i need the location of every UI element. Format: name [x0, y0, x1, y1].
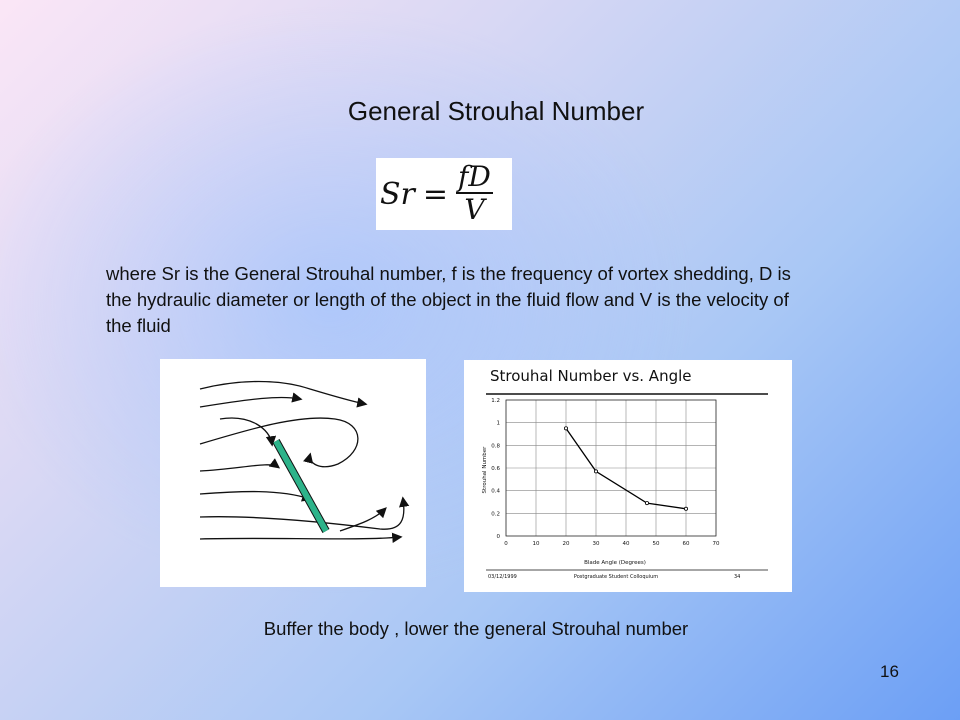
data-point-0-1: [594, 470, 597, 473]
x-tick-label-3: 30: [592, 541, 600, 547]
x-tick-label-4: 40: [622, 541, 630, 547]
footer-page: 34: [734, 574, 741, 580]
data-point-0-0: [564, 427, 567, 430]
y-tick-label-6: 1.2: [491, 398, 500, 404]
y-tick-label-3: 0.6: [491, 466, 500, 472]
footer-colloquium: Postgraduate Student Colloquium: [573, 574, 659, 580]
description-text: where Sr is the General Strouhal number, f is the frequency of vortex shedding, D is the hydraulic diameter or length of the object in the fluid flow and V is the velocity of the fluid: [106, 263, 791, 336]
x-axis-label: Blade Angle (Degrees): [584, 560, 646, 566]
formula-equals: =: [422, 176, 449, 212]
formula-numerator: fD: [458, 160, 491, 193]
y-tick-label-0: 0: [496, 534, 500, 540]
y-tick-label-5: 1: [496, 420, 500, 427]
x-tick-label-0: 0: [504, 541, 508, 547]
strouhal-formula: [376, 158, 512, 230]
x-tick-label-2: 20: [562, 541, 570, 547]
data-point-0-2: [645, 502, 648, 505]
slide-number: 16: [880, 662, 899, 681]
x-tick-label-6: 60: [682, 541, 690, 547]
blade-body: [276, 441, 326, 531]
chart-grid: [506, 400, 716, 536]
x-tick-label-1: 10: [532, 541, 540, 547]
formula-lhs: Sr: [380, 176, 415, 212]
y-tick-label-2: 0.4: [491, 488, 500, 495]
footer-date: 03/12/1999: [488, 574, 517, 580]
chart-title: Strouhal Number vs. Angle: [490, 367, 692, 385]
y-axis-label: Strouhal Number: [482, 446, 488, 494]
chart-ticks: [491, 398, 720, 547]
formula-fraction: [456, 162, 493, 226]
data-point-0-3: [684, 507, 687, 510]
formula-denominator: V: [464, 193, 485, 226]
y-tick-label-1: 0.2: [491, 511, 500, 518]
caption-text: Buffer the body , lower the general Strouhal number: [263, 618, 689, 639]
strouhal-chart: [464, 360, 792, 592]
vortex-flow-diagram: [160, 359, 426, 587]
chart-svg: [464, 360, 792, 592]
slide-title: General Strouhal Number: [347, 96, 645, 126]
x-tick-label-5: 50: [652, 541, 660, 547]
y-tick-label-4: 0.8: [491, 443, 500, 450]
x-tick-label-7: 70: [712, 541, 720, 547]
flow-illustration: [160, 359, 426, 587]
